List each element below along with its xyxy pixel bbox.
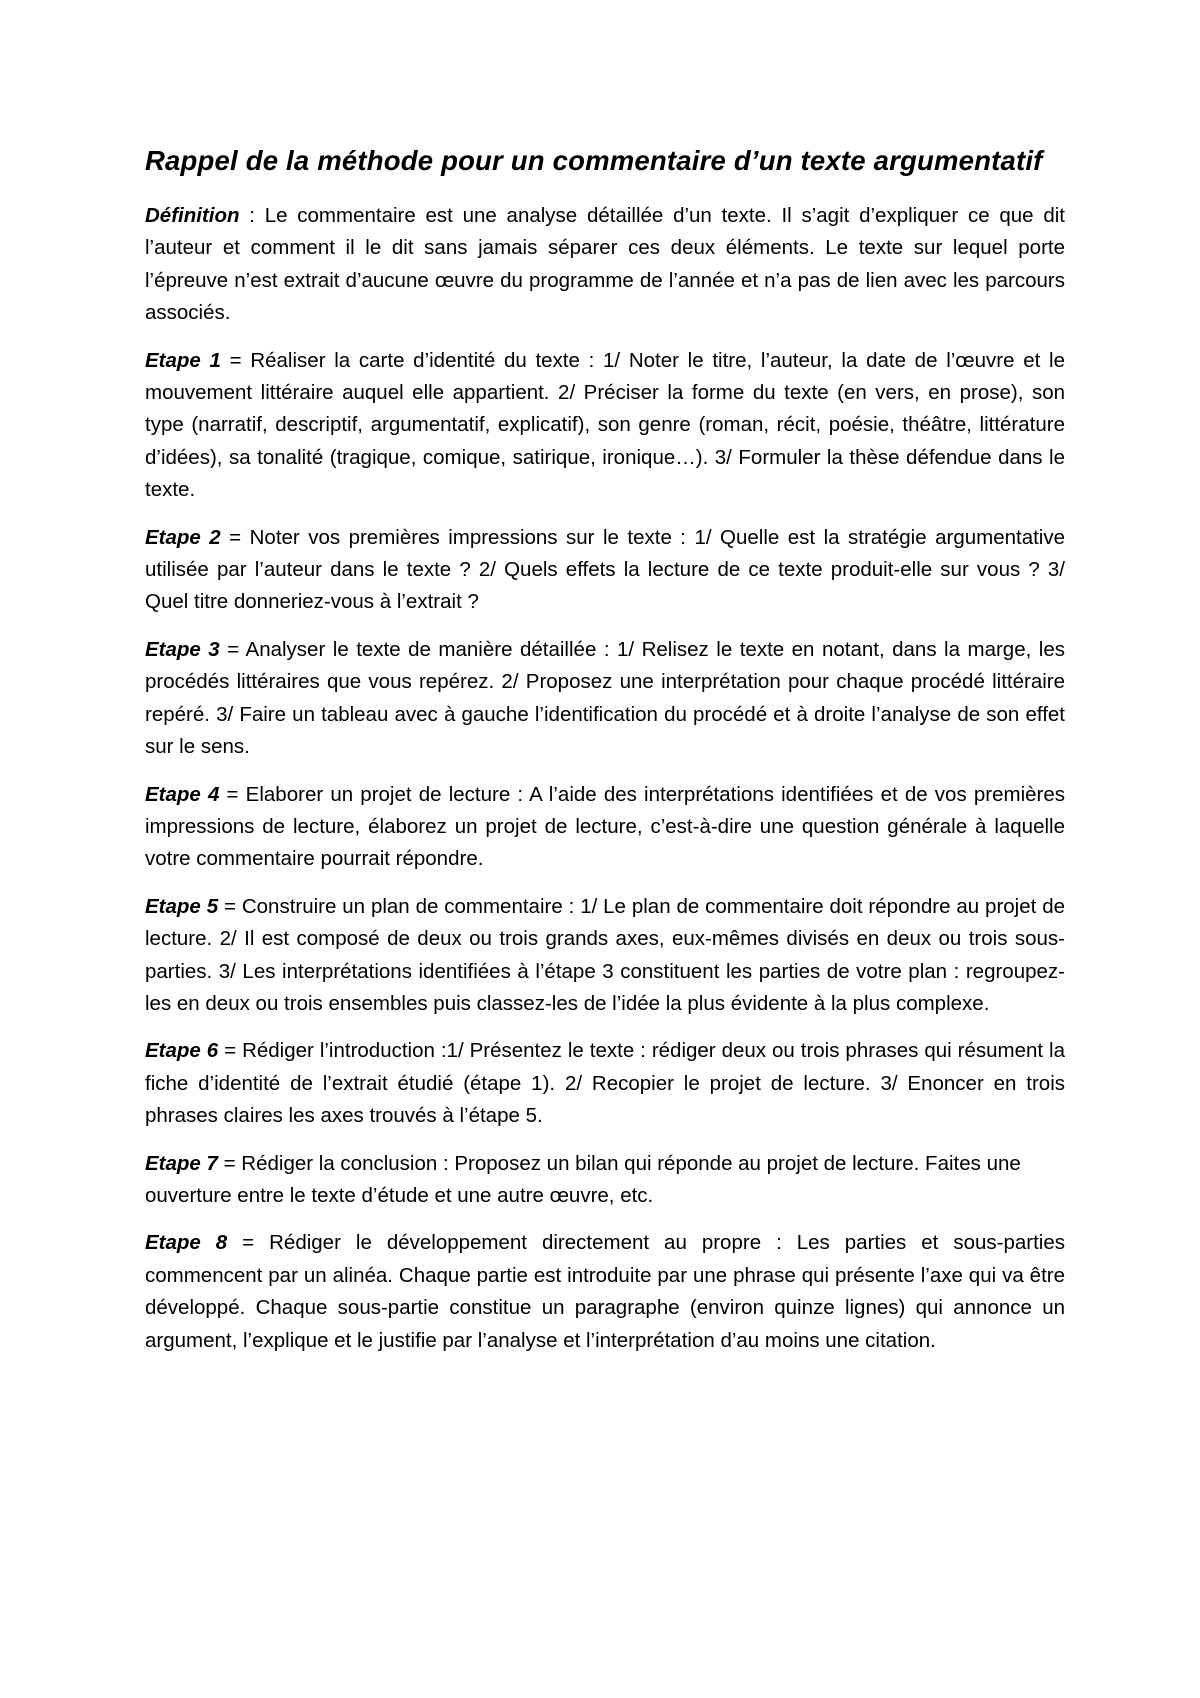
step-3-label: Etape 3 — [145, 637, 220, 661]
definition-text: : Le commentaire est une analyse détaillée d’un texte. Il s’agit d’expliquer ce que dit l’auteur et comment il le dit sans jamais séparer ces deux éléments. Le texte sur lequel porte l’épreuve n’est extrait d’aucune œuvre du programme de l’année et n’a pas de lien avec les parcours associés. — [145, 204, 1065, 325]
step-1-paragraph — [145, 345, 1065, 507]
step-5-label: Etape 5 — [145, 894, 219, 918]
document-title: Rappel de la méthode pour un commentaire d’un texte argumentatif — [145, 145, 1043, 176]
definition-paragraph — [145, 200, 1065, 330]
step-8-text: = Rédiger le développement directement au propre : Les parties et sous-parties commencent par un alinéa. Chaque partie est introduite par une phrase qui présente l’axe qui va être développé. Chaque sous-partie constitue un paragraphe (environ quinze lignes) qui annonce un argument, l’explique et le justifie par l’analyse et l’interprétation d’au moins une citation. — [145, 1231, 1065, 1352]
step-2-label: Etape 2 — [145, 525, 221, 549]
step-5-paragraph — [145, 891, 1065, 1021]
step-2-paragraph — [145, 522, 1065, 619]
step-8-label: Etape 8 — [145, 1231, 228, 1255]
step-6-paragraph — [145, 1035, 1065, 1132]
step-4-text: = Elaborer un projet de lecture : A l’aide des interprétations identifiées et de vos premières impressions de lecture, élaborez un projet de lecture, c’est-à-dire une question générale à laquelle votre commentaire pourrait répondre. — [145, 782, 1065, 871]
step-6-label: Etape 6 — [145, 1039, 219, 1063]
step-7-paragraph — [145, 1148, 1065, 1213]
step-7-text: = Rédiger la conclusion : Proposez un bilan qui réponde au projet de lecture. Faites une ouverture entre le texte d’étude et une autre œuvre, etc. — [145, 1151, 1021, 1207]
definition-label: Définition — [145, 204, 240, 227]
step-1-text: = Réaliser la carte d’identité du texte : 1/ Noter le titre, l’auteur, la date de l’œuvre et le mouvement littéraire auquel elle appartient. 2/ Préciser la forme du texte (en vers, en prose), son type (narratif, descriptif, argumentatif, explicatif), son genre (roman, récit, poésie, théâtre, littérature d’idées), sa tonalité (tragique, comique, satirique, ironique…). 3/ Formuler la thèse défendue dans le texte. — [145, 348, 1065, 502]
step-7-label: Etape 7 — [145, 1151, 218, 1175]
step-3-text: = Analyser le texte de manière détaillée : 1/ Relisez le texte en notant, dans la marge, les procédés littéraires que vous repérez. 2/ Proposez une interprétation pour chaque procédé littéraire repéré. 3/ Faire un tableau avec à gauche l’identification du procédé et à droite l’analyse de son effet sur le sens. — [145, 637, 1065, 759]
step-5-text: = Construire un plan de commentaire : 1/ Le plan de commentaire doit répondre au projet de lecture. 2/ Il est composé de deux ou trois grands axes, eux-mêmes divisés en deux ou trois sous-parties. 3/ Les interprétations identifiées à l’étape 3 constituent les parties de votre plan : regroupez-les en deux ou trois ensembles puis classez-les de l’idée la plus évidente à la plus complexe. — [145, 894, 1066, 1015]
step-6-text: = Rédiger l’introduction :1/ Présentez le texte : rédiger deux ou trois phrases qui résument la fiche d’identité de l’extrait étudié (étape 1). 2/ Recopier le projet de lecture. 3/ Enoncer en trois phrases claires les axes trouvés à l’étape 5. — [145, 1039, 1065, 1128]
step-2-text: = Noter vos premières impressions sur le texte : 1/ Quelle est la stratégie argumentative utilisée par l’auteur dans le texte ? 2/ Quels effets la lecture de ce texte produit-elle sur vous ? 3/ Quel titre donneriez-vous à l’extrait ? — [145, 525, 1066, 614]
step-4-label: Etape 4 — [145, 782, 220, 806]
step-8-paragraph — [145, 1227, 1065, 1357]
step-3-paragraph — [145, 634, 1065, 764]
document-page — [145, 140, 1065, 1372]
step-1-label: Etape 1 — [145, 348, 221, 372]
step-4-paragraph — [145, 779, 1065, 876]
